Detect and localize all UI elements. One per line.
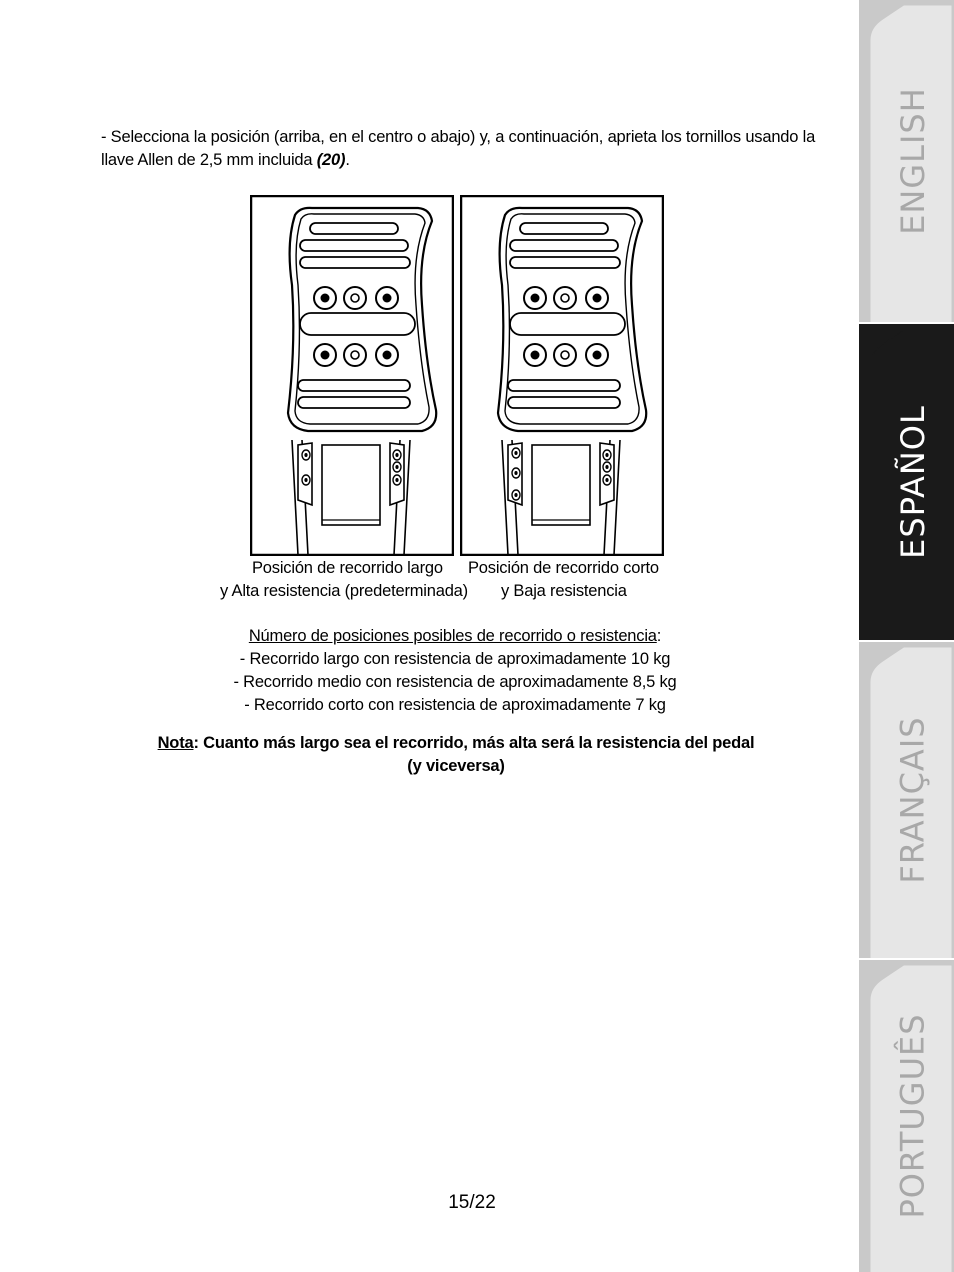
screw-center — [605, 453, 608, 457]
grip-bar — [300, 257, 410, 268]
screw-center — [514, 493, 517, 497]
tab-portugues[interactable] — [859, 960, 954, 1272]
tab-portugues-label: PORTUGUÊS — [893, 1013, 932, 1219]
pedal-arm — [532, 445, 590, 525]
positions-heading — [150, 625, 760, 648]
caption-right-line2: y Baja resistencia — [501, 582, 627, 600]
intro-paragraph — [101, 126, 831, 172]
note-label: Nota — [157, 734, 194, 752]
bolt-filled — [321, 294, 330, 303]
bolt-empty — [561, 351, 569, 359]
grip-bar — [508, 380, 620, 391]
screw-center — [605, 465, 608, 469]
tab-english-label: ENGLISH — [893, 87, 932, 235]
positions-list — [150, 625, 760, 717]
bolt-empty — [351, 351, 359, 359]
language-tabs — [859, 0, 954, 1272]
screw-center — [514, 471, 517, 475]
note-line2: (y viceversa) — [407, 757, 505, 775]
bolt-empty — [351, 294, 359, 302]
center-slot — [300, 313, 415, 335]
screw-center — [395, 465, 398, 469]
bolt-empty — [561, 294, 569, 302]
positions-item-medium: - Recorrido medio con resistencia de aproximadamente 8,5 kg — [233, 673, 677, 691]
screw-center — [395, 453, 398, 457]
positions-heading-colon: : — [656, 627, 662, 645]
pedal-illustration-long-travel — [250, 195, 454, 556]
tab-english[interactable] — [859, 0, 954, 322]
screw-center — [514, 451, 517, 455]
pedal-arm — [322, 445, 380, 525]
pedal-drawing — [460, 195, 664, 556]
page-number: 15/22 — [448, 1192, 496, 1213]
grip-bar — [298, 397, 410, 408]
positions-item-long: - Recorrido largo con resistencia de aproximadamente 10 kg — [239, 650, 671, 668]
pedal-drawing — [250, 195, 454, 556]
caption-right-line1: Posición de recorrido corto — [468, 559, 659, 577]
note-text: : Cuanto más largo sea el recorrido, más alta será la resistencia del pedal — [193, 734, 755, 752]
screw-center — [605, 478, 608, 482]
tab-espanol-label: ESPAÑOL — [893, 405, 932, 559]
allen-key-reference: (20) — [316, 151, 346, 169]
tab-francais[interactable] — [859, 642, 954, 958]
caption-left-line2: y Alta resistencia (predeterminada) — [220, 582, 468, 600]
screw-center — [304, 478, 307, 482]
grip-bar — [300, 240, 408, 251]
grip-bar — [520, 223, 608, 234]
grip-bar — [510, 240, 618, 251]
screw-center — [304, 453, 307, 457]
grip-bar — [510, 257, 620, 268]
pedal-illustration-short-travel — [460, 195, 664, 556]
intro-text: - Selecciona la posición (arriba, en el centro o abajo) y, a continuación, aprieta los tornillos usando la llave Allen de 2,5 mm incluida — [101, 128, 816, 169]
grip-bar — [508, 397, 620, 408]
caption-left-line1: Posición de recorrido largo — [252, 559, 443, 577]
center-slot — [510, 313, 625, 335]
bolt-filled — [593, 294, 602, 303]
screw-center — [395, 478, 398, 482]
positions-item-short: - Recorrido corto con resistencia de aproximadamente 7 kg — [244, 696, 666, 714]
tab-francais-label: FRANÇAIS — [893, 716, 932, 884]
bolt-filled — [531, 351, 540, 360]
tab-espanol[interactable] — [859, 324, 954, 640]
grip-bar — [310, 223, 398, 234]
bolt-filled — [593, 351, 602, 360]
bolt-filled — [383, 294, 392, 303]
intro-end: . — [345, 151, 350, 169]
note — [120, 732, 792, 778]
grip-bar — [298, 380, 410, 391]
bolt-filled — [531, 294, 540, 303]
positions-heading-text: Número de posiciones posibles de recorrido o resistencia — [248, 627, 657, 645]
bolt-filled — [383, 351, 392, 360]
bolt-filled — [321, 351, 330, 360]
